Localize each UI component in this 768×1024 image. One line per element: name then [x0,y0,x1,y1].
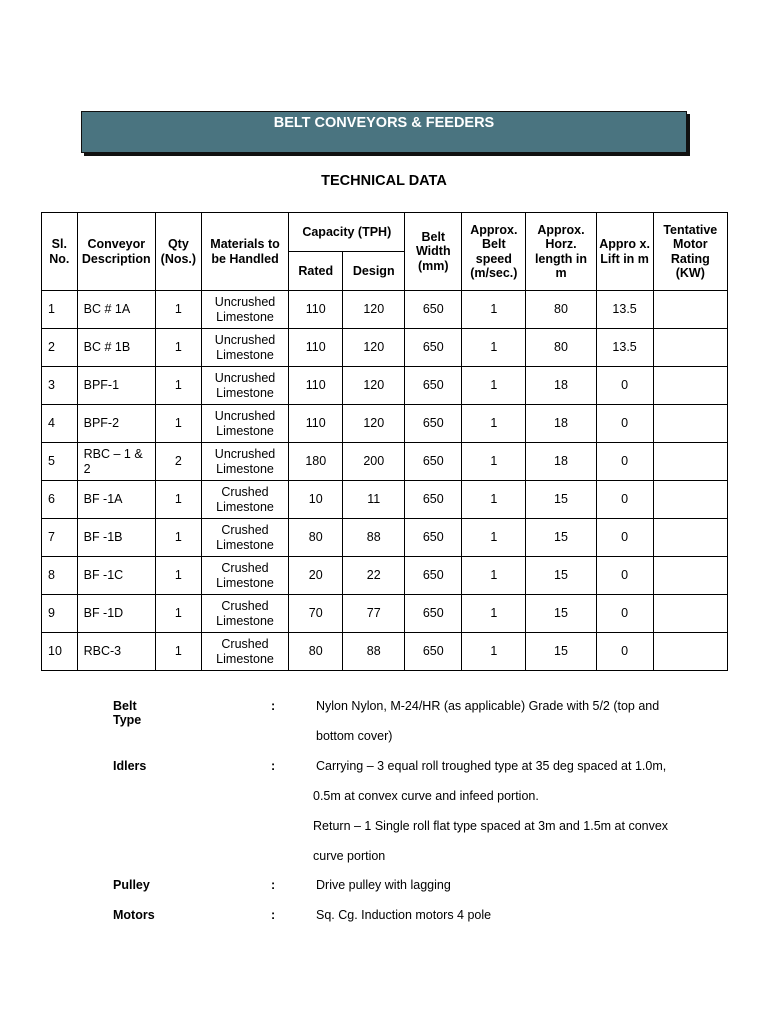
cell-motor-rating [653,519,727,557]
cell-design: 22 [343,557,405,595]
cell-lift: 0 [596,633,653,671]
cell-sl-no: 10 [42,633,78,671]
cell-belt-speed: 1 [462,443,526,481]
cell-motor-rating [653,367,727,405]
header-rated: Rated [289,252,343,291]
cell-motor-rating [653,329,727,367]
cell-lift: 0 [596,405,653,443]
cell-qty: 1 [155,633,201,671]
cell-belt-width: 650 [405,405,462,443]
cell-rated: 110 [289,405,343,443]
cell-horz-length: 18 [526,367,596,405]
cell-belt-speed: 1 [462,633,526,671]
cell-belt-speed: 1 [462,481,526,519]
table-row [42,367,728,405]
cell-conveyor-description: BC # 1A [77,291,155,329]
cell-sl-no: 7 [42,519,78,557]
spec-value-line: Drive pulley with lagging [316,878,451,892]
spec-label: Motors [113,908,155,922]
spec-label: Belt Type [113,699,142,727]
cell-rated: 80 [289,633,343,671]
table-row [42,557,728,595]
cell-material: Uncrushed Limestone [201,291,289,329]
cell-rated: 180 [289,443,343,481]
cell-sl-no: 1 [42,291,78,329]
spec-label: Pulley [113,878,150,892]
cell-rated: 80 [289,519,343,557]
table-row [42,405,728,443]
cell-conveyor-description: BF -1C [77,557,155,595]
cell-lift: 13.5 [596,291,653,329]
cell-horz-length: 18 [526,443,596,481]
cell-material: Uncrushed Limestone [201,329,289,367]
cell-design: 11 [343,481,405,519]
cell-material: Uncrushed Limestone [201,367,289,405]
cell-conveyor-description: RBC – 1 & 2 [77,443,155,481]
cell-belt-width: 650 [405,519,462,557]
cell-belt-speed: 1 [462,557,526,595]
cell-qty: 1 [155,367,201,405]
cell-sl-no: 8 [42,557,78,595]
cell-horz-length: 15 [526,519,596,557]
cell-design: 88 [343,633,405,671]
spec-colon: : [271,699,276,713]
cell-rated: 20 [289,557,343,595]
spec-value-line: Sq. Cg. Induction motors 4 pole [316,908,492,922]
cell-material: Crushed Limestone [201,595,289,633]
header-belt-speed: Approx. Belt speed (m/sec.) [462,213,526,291]
cell-sl-no: 9 [42,595,78,633]
cell-horz-length: 15 [526,595,596,633]
cell-material: Crushed Limestone [201,519,289,557]
cell-lift: 0 [596,481,653,519]
cell-lift: 0 [596,557,653,595]
cell-motor-rating [653,633,727,671]
cell-belt-width: 650 [405,595,462,633]
cell-lift: 13.5 [596,329,653,367]
header-conveyor-description: Conveyor Description [77,213,155,291]
cell-motor-rating [653,595,727,633]
cell-belt-width: 650 [405,633,462,671]
cell-lift: 0 [596,519,653,557]
table-row [42,633,728,671]
header-capacity: Capacity (TPH) [289,213,405,252]
spec-value-line: 0.5m at convex curve and infeed portion. [313,789,539,803]
table-header-row [42,213,728,252]
cell-horz-length: 15 [526,481,596,519]
cell-sl-no: 6 [42,481,78,519]
cell-design: 120 [343,329,405,367]
cell-qty: 2 [155,443,201,481]
cell-qty: 1 [155,557,201,595]
cell-qty: 1 [155,481,201,519]
table-row [42,595,728,633]
banner-title: BELT CONVEYORS & FEEDERS [273,115,495,131]
cell-lift: 0 [596,367,653,405]
header-lift: Appro x. Lift in m [596,213,653,291]
cell-motor-rating [653,405,727,443]
spec-value-line: Return – 1 Single roll flat type spaced at 3m and 1.5m at convex [313,819,669,833]
cell-material: Crushed Limestone [201,633,289,671]
header-materials: Materials to be Handled [201,213,289,291]
cell-rated: 10 [289,481,343,519]
table-row [42,443,728,481]
cell-motor-rating [653,481,727,519]
spec-colon: : [271,878,276,892]
header-motor-rating: Tentative Motor Rating (KW) [653,213,727,291]
table-row [42,291,728,329]
cell-horz-length: 15 [526,557,596,595]
cell-conveyor-description: RBC-3 [77,633,155,671]
cell-conveyor-description: BC # 1B [77,329,155,367]
cell-horz-length: 18 [526,405,596,443]
cell-motor-rating [653,443,727,481]
cell-material: Uncrushed Limestone [201,405,289,443]
cell-sl-no: 5 [42,443,78,481]
spec-label: Idlers [113,759,147,773]
cell-design: 77 [343,595,405,633]
table-body [42,291,728,671]
cell-belt-speed: 1 [462,329,526,367]
cell-design: 88 [343,519,405,557]
cell-horz-length: 15 [526,633,596,671]
cell-qty: 1 [155,329,201,367]
cell-sl-no: 3 [42,367,78,405]
spec-value-line: Carrying – 3 equal roll troughed type at 35 deg spaced at 1.0m, [316,759,667,773]
cell-qty: 1 [155,291,201,329]
cell-sl-no: 2 [42,329,78,367]
spec-value-line: curve portion [313,849,386,863]
cell-design: 120 [343,405,405,443]
cell-belt-speed: 1 [462,595,526,633]
cell-lift: 0 [596,595,653,633]
table-row [42,481,728,519]
section-subtitle: TECHNICAL DATA [321,173,447,189]
cell-conveyor-description: BPF-1 [77,367,155,405]
cell-rated: 110 [289,291,343,329]
spec-colon: : [271,759,276,773]
header-qty: Qty (Nos.) [155,213,201,291]
cell-design: 120 [343,291,405,329]
cell-belt-width: 650 [405,291,462,329]
cell-sl-no: 4 [42,405,78,443]
header-horz-length: Approx. Horz. length in m [526,213,596,291]
cell-belt-speed: 1 [462,519,526,557]
cell-qty: 1 [155,405,201,443]
cell-belt-width: 650 [405,481,462,519]
cell-horz-length: 80 [526,329,596,367]
cell-material: Crushed Limestone [201,481,289,519]
spec-colon: : [271,908,276,922]
cell-rated: 70 [289,595,343,633]
cell-conveyor-description: BF -1D [77,595,155,633]
cell-motor-rating [653,557,727,595]
cell-rated: 110 [289,367,343,405]
cell-qty: 1 [155,519,201,557]
technical-data-table [41,212,728,671]
cell-motor-rating [653,291,727,329]
cell-belt-speed: 1 [462,405,526,443]
cell-horz-length: 80 [526,291,596,329]
header-belt-width: Belt Width (mm) [405,213,462,291]
cell-belt-width: 650 [405,367,462,405]
cell-belt-width: 650 [405,443,462,481]
table-row [42,329,728,367]
cell-lift: 0 [596,443,653,481]
cell-conveyor-description: BF -1B [77,519,155,557]
cell-design: 200 [343,443,405,481]
spec-value-line: Nylon Nylon, M-24/HR (as applicable) Grade with 5/2 (top and [316,699,660,713]
cell-rated: 110 [289,329,343,367]
cell-belt-width: 650 [405,329,462,367]
cell-material: Crushed Limestone [201,557,289,595]
cell-material: Uncrushed Limestone [201,443,289,481]
header-sl-no: Sl. No. [42,213,78,291]
cell-belt-width: 650 [405,557,462,595]
table-row [42,519,728,557]
cell-belt-speed: 1 [462,367,526,405]
header-design: Design [343,252,405,291]
cell-qty: 1 [155,595,201,633]
cell-design: 120 [343,367,405,405]
cell-conveyor-description: BPF-2 [77,405,155,443]
title-banner [81,111,687,153]
cell-conveyor-description: BF -1A [77,481,155,519]
cell-belt-speed: 1 [462,291,526,329]
spec-value-line: bottom cover) [316,729,393,743]
